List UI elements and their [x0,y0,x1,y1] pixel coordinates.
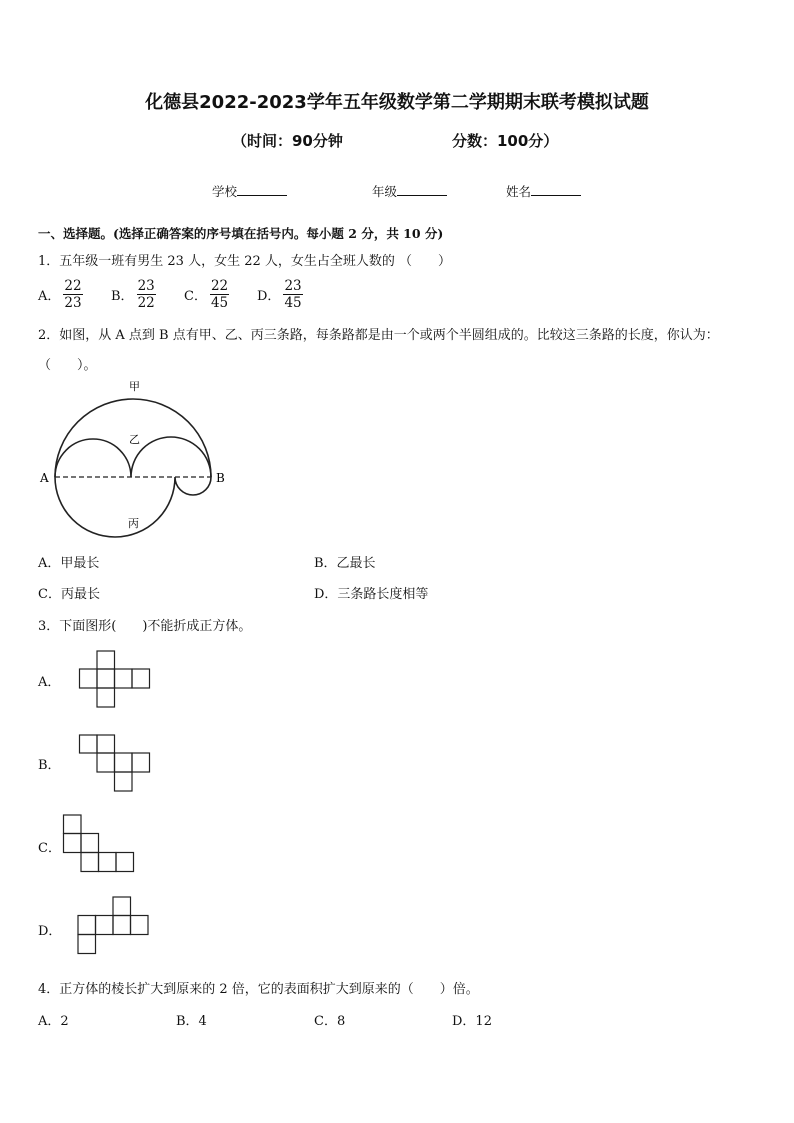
grade-field [372,182,447,200]
label-a: A [40,471,49,485]
cube-net-c [62,814,138,874]
question-2-option-b: B．乙最长 [314,556,376,571]
name-label: 姓名 [506,184,532,199]
question-1-text: 1．五年级一班有男生 23 人，女生 22 人，女生占全班人数的 （ ） [38,254,452,269]
grade-label: 年级 [372,184,398,199]
option-b: B． $\frac{23}{22}$ [111,278,155,311]
cube-net-d [76,896,152,956]
question-4-option-c: C．8 [314,1014,346,1029]
question-4-option-a: A．2 [38,1014,69,1029]
school-blank [237,183,287,196]
question-4-text: 4．正方体的棱长扩大到原来的 2 倍，它的表面积扩大到原来的（ ）倍。 [38,982,479,997]
question-3-option-b: B． [38,758,61,773]
label-b: B [216,471,225,485]
fraction: $\frac{23}{45}$ [284,278,302,311]
option-d: D． $\frac{23}{45}$ [257,278,302,311]
option-c: C． $\frac{22}{45}$ [184,278,229,311]
page-title: 化德县2022-2023学年五年级数学第二学期期末联考模拟试题 [145,92,649,113]
question-4-option-b: B．4 [176,1014,207,1029]
name-blank [531,183,581,196]
fraction: $\frac{22}{45}$ [210,278,229,311]
question-4-option-d: D．12 [452,1014,492,1029]
question-3-option-a: A． [38,675,61,690]
question-2-option-a: A．甲最长 [38,556,100,571]
fraction: $\frac{23}{22}$ [137,278,155,311]
school-label: 学校 [212,184,238,199]
question-2-option-c: C．丙最长 [38,587,100,602]
section-heading: 一、选择题。(选择正确答案的序号填在括号内。每小题 2 分，共 10 分) [38,226,444,241]
fraction: $\frac{22}{23}$ [64,278,82,311]
grade-blank [397,183,447,196]
label-bing: 丙 [128,517,139,530]
question-2-text: 2．如图，从 A 点到 B 点有甲、乙、丙三条路，每条路都是由一个或两个半圆组成的。比较这三条路的长度，你认为： [38,328,719,343]
exam-score: 分数：100分） [452,132,559,150]
question-3-option-d: D． [38,924,62,939]
cube-net-b [78,734,152,794]
name-field [506,182,581,200]
exam-time: （时间：90分钟 [232,132,343,150]
label-yi: 乙 [129,433,140,446]
semicircle-paths-figure [36,376,236,538]
question-1-options [38,278,330,311]
question-3-option-c: C． [38,841,61,856]
option-a: A． $\frac{22}{23}$ [38,278,82,311]
question-2-text-cont: （ ）。 [38,358,97,373]
school-field [212,182,287,200]
question-3-text: 3．下面图形( )不能折成正方体。 [38,619,252,634]
question-2-option-d: D．三条路长度相等 [314,587,429,602]
cube-net-a [78,650,152,710]
label-jia: 甲 [129,380,140,393]
